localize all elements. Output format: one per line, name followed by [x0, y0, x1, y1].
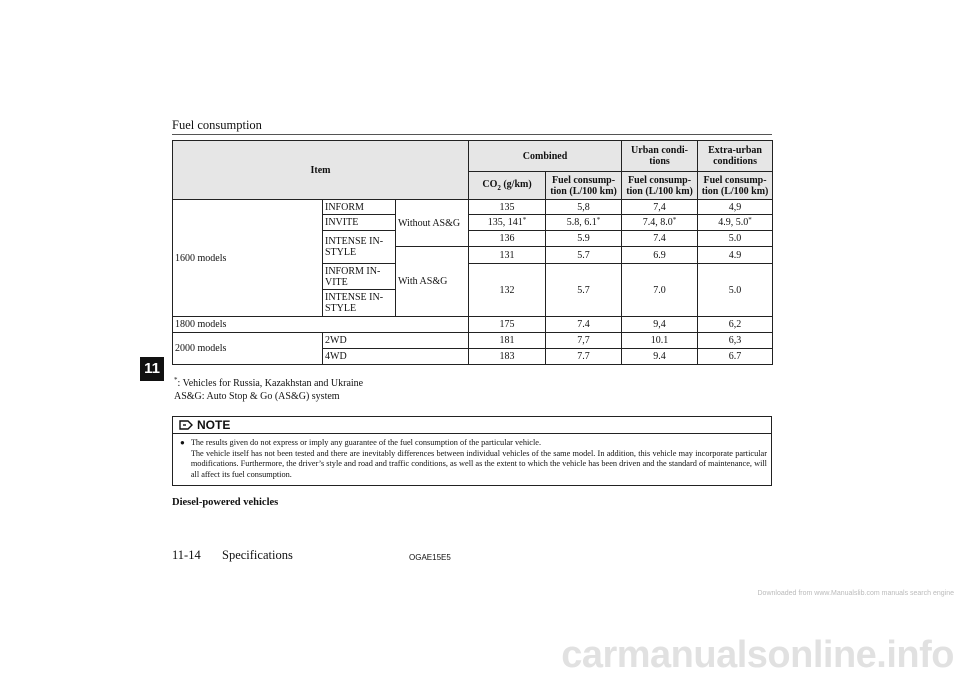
section-rule: [172, 134, 772, 135]
co2-cell: 135, 141*: [469, 215, 546, 231]
table-row: [173, 317, 773, 333]
note-header: [173, 417, 771, 434]
extra-urban-cell: 5.0: [698, 231, 773, 247]
header-combined: Combined: [469, 141, 622, 172]
extra-urban-cell: 4,9: [698, 200, 773, 215]
note-title: NOTE: [197, 418, 231, 432]
header-urban: Urban condi-tions: [622, 141, 698, 172]
combined-cell: 5.8, 6.1*: [546, 215, 622, 231]
note-icon: [179, 419, 194, 431]
grade-cell: INFORM: [323, 200, 396, 215]
combined-cell: 5.7: [546, 247, 622, 264]
watermark-small: Downloaded from www.Manualslib.com manuals search engine: [757, 590, 954, 597]
note-line-1: The results given do not express or imply any guarantee of the fuel consumption of the particular vehicle.: [190, 438, 542, 447]
note-box: [172, 416, 772, 486]
chapter-tab[interactable]: 11: [140, 357, 164, 381]
extra-urban-cell: 6,3: [698, 333, 773, 349]
grade-cell: 2WD: [323, 333, 469, 349]
grade-cell: 4WD: [323, 349, 469, 365]
subheading-diesel: Diesel-powered vehicles: [172, 497, 279, 508]
footer-code: OGAE15E5: [409, 553, 451, 562]
header-item: Item: [173, 141, 469, 200]
bullet-icon: ●: [180, 438, 185, 447]
group-1600: 1600 models: [173, 200, 323, 317]
asg-with: With AS&G: [396, 247, 469, 317]
combined-cell: 5.9: [546, 231, 622, 247]
asg-without: Without AS&G: [396, 200, 469, 247]
urban-cell: 7.0: [622, 264, 698, 317]
urban-cell: 7.4, 8.0*: [622, 215, 698, 231]
header-fuel-extra: Fuel consump-tion (L/100 km): [698, 172, 773, 200]
combined-cell: 7.4: [546, 317, 622, 333]
header-extra-urban: Extra-urban conditions: [698, 141, 773, 172]
combined-cell: 5,8: [546, 200, 622, 215]
extra-urban-cell: 4.9: [698, 247, 773, 264]
header-fuel-combined: Fuel consump-tion (L/100 km): [546, 172, 622, 200]
table-header-row: [173, 141, 773, 172]
combined-cell: 7.7: [546, 349, 622, 365]
co2-cell: 183: [469, 349, 546, 365]
table-row: [173, 200, 773, 215]
header-co2: $CO_2$ (g/km): [469, 172, 546, 200]
extra-urban-cell: 5.0: [698, 264, 773, 317]
urban-cell: 6.9: [622, 247, 698, 264]
urban-cell: 7,4: [622, 200, 698, 215]
co2-cell: 132: [469, 264, 546, 317]
fuel-consumption-table: [172, 140, 773, 365]
footnote-asg: AS&G: Auto Stop & Go (AS&G) system: [174, 391, 340, 402]
header-fuel-urban: Fuel consump-tion (L/100 km): [622, 172, 698, 200]
co2-cell: 181: [469, 333, 546, 349]
co2-cell: 175: [469, 317, 546, 333]
grade-cell: INFORM IN-VITE: [323, 264, 396, 290]
combined-cell: 7,7: [546, 333, 622, 349]
watermark: carmanualsonline.info: [561, 634, 954, 676]
co2-cell: 136: [469, 231, 546, 247]
urban-cell: 7.4: [622, 231, 698, 247]
footer-section: Specifications: [222, 548, 293, 562]
footnotes: [174, 377, 363, 403]
extra-urban-cell: 4.9, 5.0*: [698, 215, 773, 231]
co2-cell: 135: [469, 200, 546, 215]
section-title: Fuel consumption: [172, 118, 262, 132]
co2-cell: 131: [469, 247, 546, 264]
footer-page-number: 11-14: [172, 548, 201, 562]
combined-cell: 5.7: [546, 264, 622, 317]
urban-cell: 9.4: [622, 349, 698, 365]
grade-cell: INTENSE IN-STYLE: [323, 290, 396, 317]
grade-cell: INTENSE IN-STYLE: [323, 231, 396, 264]
urban-cell: 9,4: [622, 317, 698, 333]
extra-urban-cell: 6,2: [698, 317, 773, 333]
urban-cell: 10.1: [622, 333, 698, 349]
note-body: [173, 434, 771, 480]
group-1800: 1800 models: [173, 317, 469, 333]
extra-urban-cell: 6.7: [698, 349, 773, 365]
note-line-2: The vehicle itself has not been tested and there are inevitably differences between individual vehicles of the same model. In addition, this vehicle may incorporate particular modifications. Furthermore, the driver’s style and road and traffic conditions, as well as the extent to which the vehicle has been driven and the standard of maintenance, will all affect its fuel consumption.: [190, 448, 767, 479]
table-row: [173, 333, 773, 349]
grade-cell: INVITE: [323, 215, 396, 231]
group-2000: 2000 models: [173, 333, 323, 365]
footnote-vehicles: *: Vehicles for Russia, Kazakhstan and Ukraine: [174, 376, 364, 389]
